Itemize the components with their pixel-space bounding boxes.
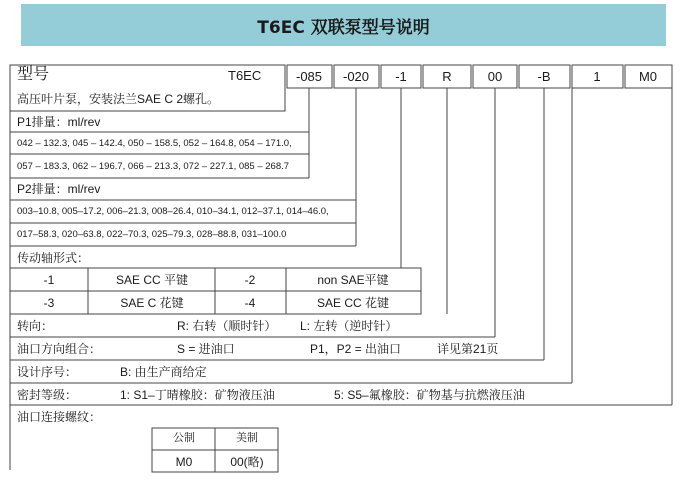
port-inlet: S = 进油口 — [177, 342, 235, 356]
p1-values-row2: 057 – 183.3, 062 – 196.7, 066 – 213.3, 072 – 227.1, 085 – 268.7 — [17, 161, 290, 172]
rotation-left: L: 左转（逆时针） — [300, 319, 398, 333]
shaft-desc-2: non SAE平键 — [317, 273, 389, 287]
thread-label: 油口连接螺纹： — [17, 410, 102, 424]
rotation-label: 转向： — [17, 319, 54, 333]
model-code-design: -B — [537, 69, 551, 84]
shaft-code-2: -2 — [244, 273, 256, 287]
port-reference: 详见第21页 — [437, 342, 499, 356]
model-label: 型号 — [17, 66, 50, 83]
page-title: T6EC 双联泵型号说明 — [257, 17, 430, 38]
shaft-desc-4: SAE CC 花键 — [316, 296, 390, 310]
model-code-port: 00 — [487, 69, 503, 84]
thread-header-metric: 公制 — [173, 432, 195, 444]
seal-s5: 5: S5–氟橡胶：矿物基与抗燃液压油 — [334, 388, 525, 402]
design-label: 设计序号： — [17, 365, 78, 379]
pump-description: 高压叶片泵，安装法兰SAE C 2螺孔。 — [17, 92, 220, 106]
p1-label: P1排量：ml/rev — [17, 115, 101, 129]
rotation-right: R: 右转（顺时针） — [177, 319, 277, 333]
seal-label: 密封等级： — [17, 388, 78, 402]
shaft-desc-3: SAE C 花键 — [120, 296, 184, 310]
port-label: 油口方向组合： — [17, 342, 102, 356]
model-code-thread: M0 — [638, 69, 658, 84]
p1-values-row1: 042 – 132.3, 045 – 142.4, 050 – 158.5, 052 – 164.8, 054 – 171.0, — [17, 138, 292, 149]
thread-value-metric: M0 — [175, 455, 193, 469]
model-code-rotation: R — [442, 69, 452, 84]
model-code-p1: -085 — [295, 69, 323, 84]
p2-values-row2: 017–58.3, 020–63.8, 022–70.3, 025–79.3, 028–88.8, 031–100.0 — [17, 229, 287, 240]
thread-header-us: 美制 — [236, 432, 258, 444]
p2-label: P2排量：ml/rev — [17, 182, 101, 196]
port-outlet: P1，P2 = 出油口 — [310, 342, 402, 356]
shaft-code-3: -3 — [43, 296, 55, 310]
seal-s1: 1: S1–丁晴橡胶：矿物液压油 — [120, 388, 275, 402]
model-code-series: T6EC — [228, 68, 262, 83]
shaft-label: 传动轴形式： — [17, 251, 90, 265]
model-code-seal: 1 — [593, 69, 601, 84]
model-code-shaft: -1 — [395, 69, 407, 84]
thread-value-us: 00(略) — [230, 455, 264, 469]
p2-values-row1: 003–10.8, 005–17.2, 006–21.3, 008–26.4, 010–34.1, 012–37.1, 014–46.0, — [17, 206, 329, 217]
shaft-desc-1: SAE CC 平键 — [115, 273, 189, 287]
shaft-code-4: -4 — [244, 296, 256, 310]
model-code-p2: -020 — [342, 69, 370, 84]
design-value: B: 由生产商给定 — [120, 365, 207, 379]
shaft-code-1: -1 — [43, 273, 55, 287]
